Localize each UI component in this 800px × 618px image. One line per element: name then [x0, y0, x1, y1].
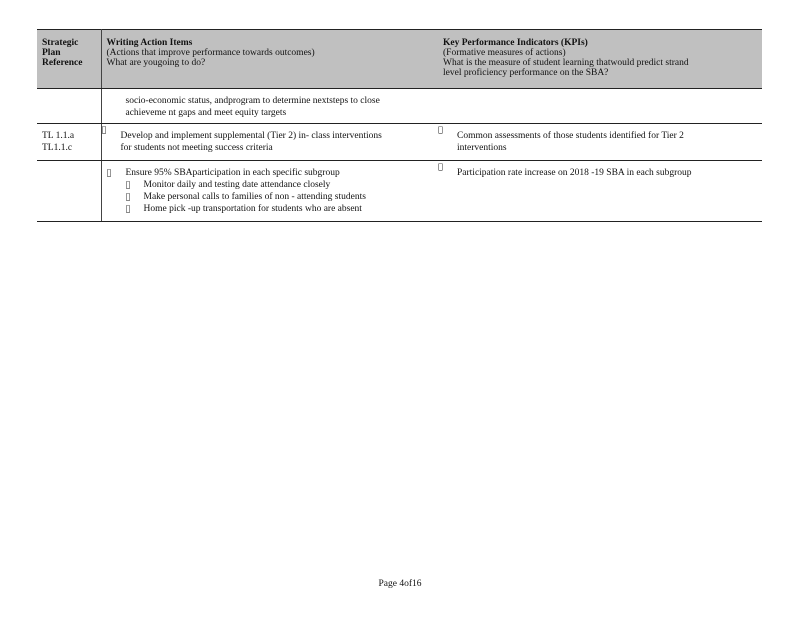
action-text: Develop and implement supplemental (Tier 2) in- class interventions [120, 131, 382, 141]
ref-cell [37, 124, 101, 161]
header-col2-sub: What are yougoing to do? [106, 58, 206, 68]
bullet-icon [107, 167, 126, 179]
page-number: Page 4of16 [378, 579, 422, 589]
sub-bullet-icon [126, 191, 131, 203]
kpi-text: interventions [457, 143, 507, 153]
header-key-performance-indicators [438, 30, 762, 89]
bullet-icon [438, 124, 457, 136]
sub-bullet-icon [126, 179, 131, 191]
ref-cell [37, 89, 101, 124]
header-col3-sub: level proficiency performance on the SBA? [443, 68, 609, 78]
header-col1-line: Reference [42, 58, 83, 68]
action-text: achieveme nt gaps and meet equity targets [125, 108, 287, 118]
ref-code: TL1.1.c [42, 143, 73, 153]
header-col3-sub: (Formative measures of actions) [443, 48, 566, 58]
action-cell [101, 89, 438, 124]
kpi-text: Common assessments of those students identified for Tier 2 [457, 131, 684, 141]
header-col2-sub: (Actions that improve performance towards outcomes) [106, 48, 315, 58]
kpi-cell [438, 161, 762, 222]
kpi-cell [438, 89, 762, 124]
table-header-row [37, 30, 762, 89]
sub-item-text: Home pick -up transportation for students who are absent [143, 204, 362, 214]
sub-item-text: Monitor daily and testing date attendance closely [143, 180, 331, 190]
header-strategic-plan-reference [37, 30, 101, 89]
ref-cell [37, 161, 101, 222]
kpi-cell [438, 124, 762, 161]
header-col1-line: Plan [42, 48, 61, 58]
table-row [37, 124, 762, 161]
action-text: socio-economic status, andprogram to determine nextsteps to close [125, 96, 380, 106]
bullet-icon [438, 161, 457, 173]
action-text: Ensure 95% SBAparticipation in each specific subgroup [125, 168, 340, 178]
ref-code: TL 1.1.a [42, 131, 75, 141]
action-cell [101, 161, 438, 222]
sub-item-text: Make personal calls to families of non - attending students [143, 192, 366, 202]
header-col3-sub: What is the measure of student learning thatwould predict strand [443, 58, 689, 68]
table-row [37, 161, 762, 222]
sub-bullet-icon [126, 203, 131, 215]
header-col1-line: Strategic [42, 38, 79, 48]
kpi-text: Participation rate increase on 2018 -19 SBA in each subgroup [457, 168, 692, 178]
strategic-plan-table [37, 29, 762, 222]
action-cell [101, 124, 438, 161]
header-col3-title: Key Performance Indicators (KPIs) [443, 38, 588, 48]
table-row [37, 89, 762, 124]
header-col2-title: Writing Action Items [106, 38, 193, 48]
header-writing-action-items [101, 30, 438, 89]
bullet-icon [102, 124, 121, 136]
action-text: for students not meeting success criteria [120, 143, 273, 153]
